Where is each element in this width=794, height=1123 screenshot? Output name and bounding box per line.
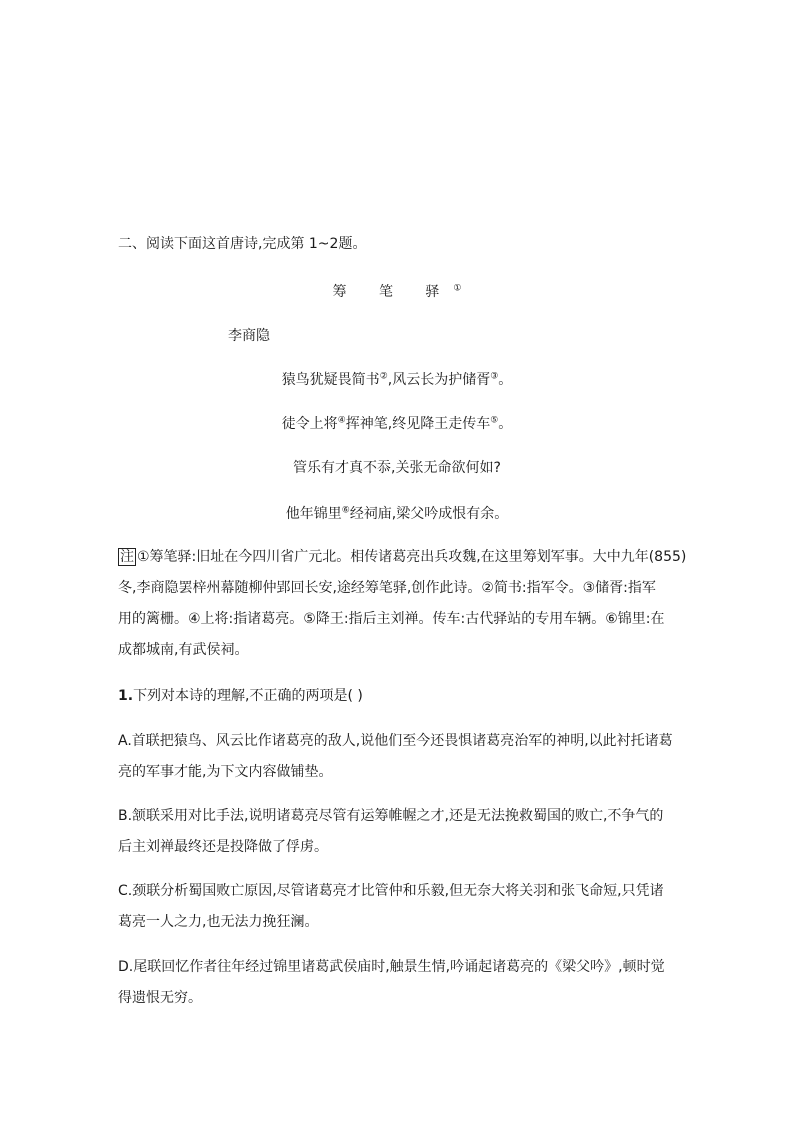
- note-line: 成都城南,有武侯祠。: [118, 642, 249, 658]
- note-text: ①筹笔驿:旧址在今四川省广元北。相传诸葛亮出兵攻魏,在这里筹划军事。大中九年(855): [137, 549, 687, 565]
- poem-line-3: [0, 458, 794, 478]
- option-line: D.尾联回忆作者往年经过锦里诸葛武侯庙时,触景生情,吟诵起诸葛亮的《梁父吟》,顿时觉: [118, 959, 665, 975]
- option-line: B.颔联采用对比手法,说明诸葛亮尽管有运筹帷幄之才,还是无法挽救蜀国的败亡,不争气的: [118, 808, 664, 824]
- poem-title: [0, 282, 794, 302]
- poem-line-text: 管乐有才真不忝,关张无命欲何如?: [293, 460, 501, 476]
- poem-title-text: 筹 笔 驿: [332, 284, 454, 300]
- note-line: 冬,李商隐罢梓州幕随柳仲郢回长安,途经筹笔驿,创作此诗。②简书:指军令。③储胥:指军: [118, 580, 656, 596]
- note-marker: ②: [379, 371, 388, 382]
- poem-line-text: 猿鸟犹疑畏简书: [281, 372, 380, 388]
- poem-line-text: ,风云长为护储胥: [387, 372, 491, 388]
- section-heading: 二、阅读下面这首唐诗,完成第 1~2题。: [118, 236, 367, 252]
- question-stem: [118, 686, 363, 706]
- option-line: 得遗恨无穷。: [118, 990, 202, 1006]
- poem-line-2: [0, 414, 794, 434]
- option-line: 亮的军事才能,为下文内容做铺垫。: [118, 764, 333, 780]
- question-number: 1.: [118, 688, 134, 704]
- poem-line-text: 徒令上将: [281, 416, 338, 432]
- option-line: 后主刘禅最终还是投降做了俘虏。: [118, 839, 328, 855]
- poem-line-text: 经祠庙,梁父吟成恨有余。: [349, 506, 509, 522]
- option-line: C.颈联分析蜀国败亡原因,尽管诸葛亮才比管仲和乐毅,但无奈大将关羽和张飞命短,只凭诸: [118, 883, 664, 899]
- poem-line-text: 他年锦里: [285, 506, 342, 522]
- note-marker: ④: [337, 415, 346, 426]
- option-line: A.首联把猿鸟、风云比作诸葛亮的敌人,说他们至今还畏惧诸葛亮治军的神明,以此衬托诸葛: [118, 733, 673, 749]
- poem-line-4: [0, 504, 794, 524]
- notes-label-box: 注: [120, 549, 134, 565]
- note-line: 用的篱栅。④上将:指诸葛亮。⑤降王:指后主刘禅。传车:古代驿站的专用车辆。⑥锦里:在: [118, 611, 665, 627]
- poem-line-text: 。: [498, 372, 513, 388]
- note-marker: ⑤: [490, 415, 499, 426]
- note-line: [118, 547, 686, 567]
- option-line: 葛亮一人之力,也无法力挽狂澜。: [118, 914, 319, 930]
- poem-title-note-marker: ①: [453, 283, 462, 294]
- note-marker: ③: [490, 371, 499, 382]
- poem-line-text: 挥神笔,终见降王走传车: [345, 416, 491, 432]
- question-stem-text: 下列对本诗的理解,不正确的两项是( ): [133, 688, 363, 704]
- poem-line-text: 。: [498, 416, 513, 432]
- poem-author: 李商隐: [228, 328, 270, 344]
- note-marker: ⑥: [341, 505, 350, 516]
- poem-line-1: [0, 370, 794, 390]
